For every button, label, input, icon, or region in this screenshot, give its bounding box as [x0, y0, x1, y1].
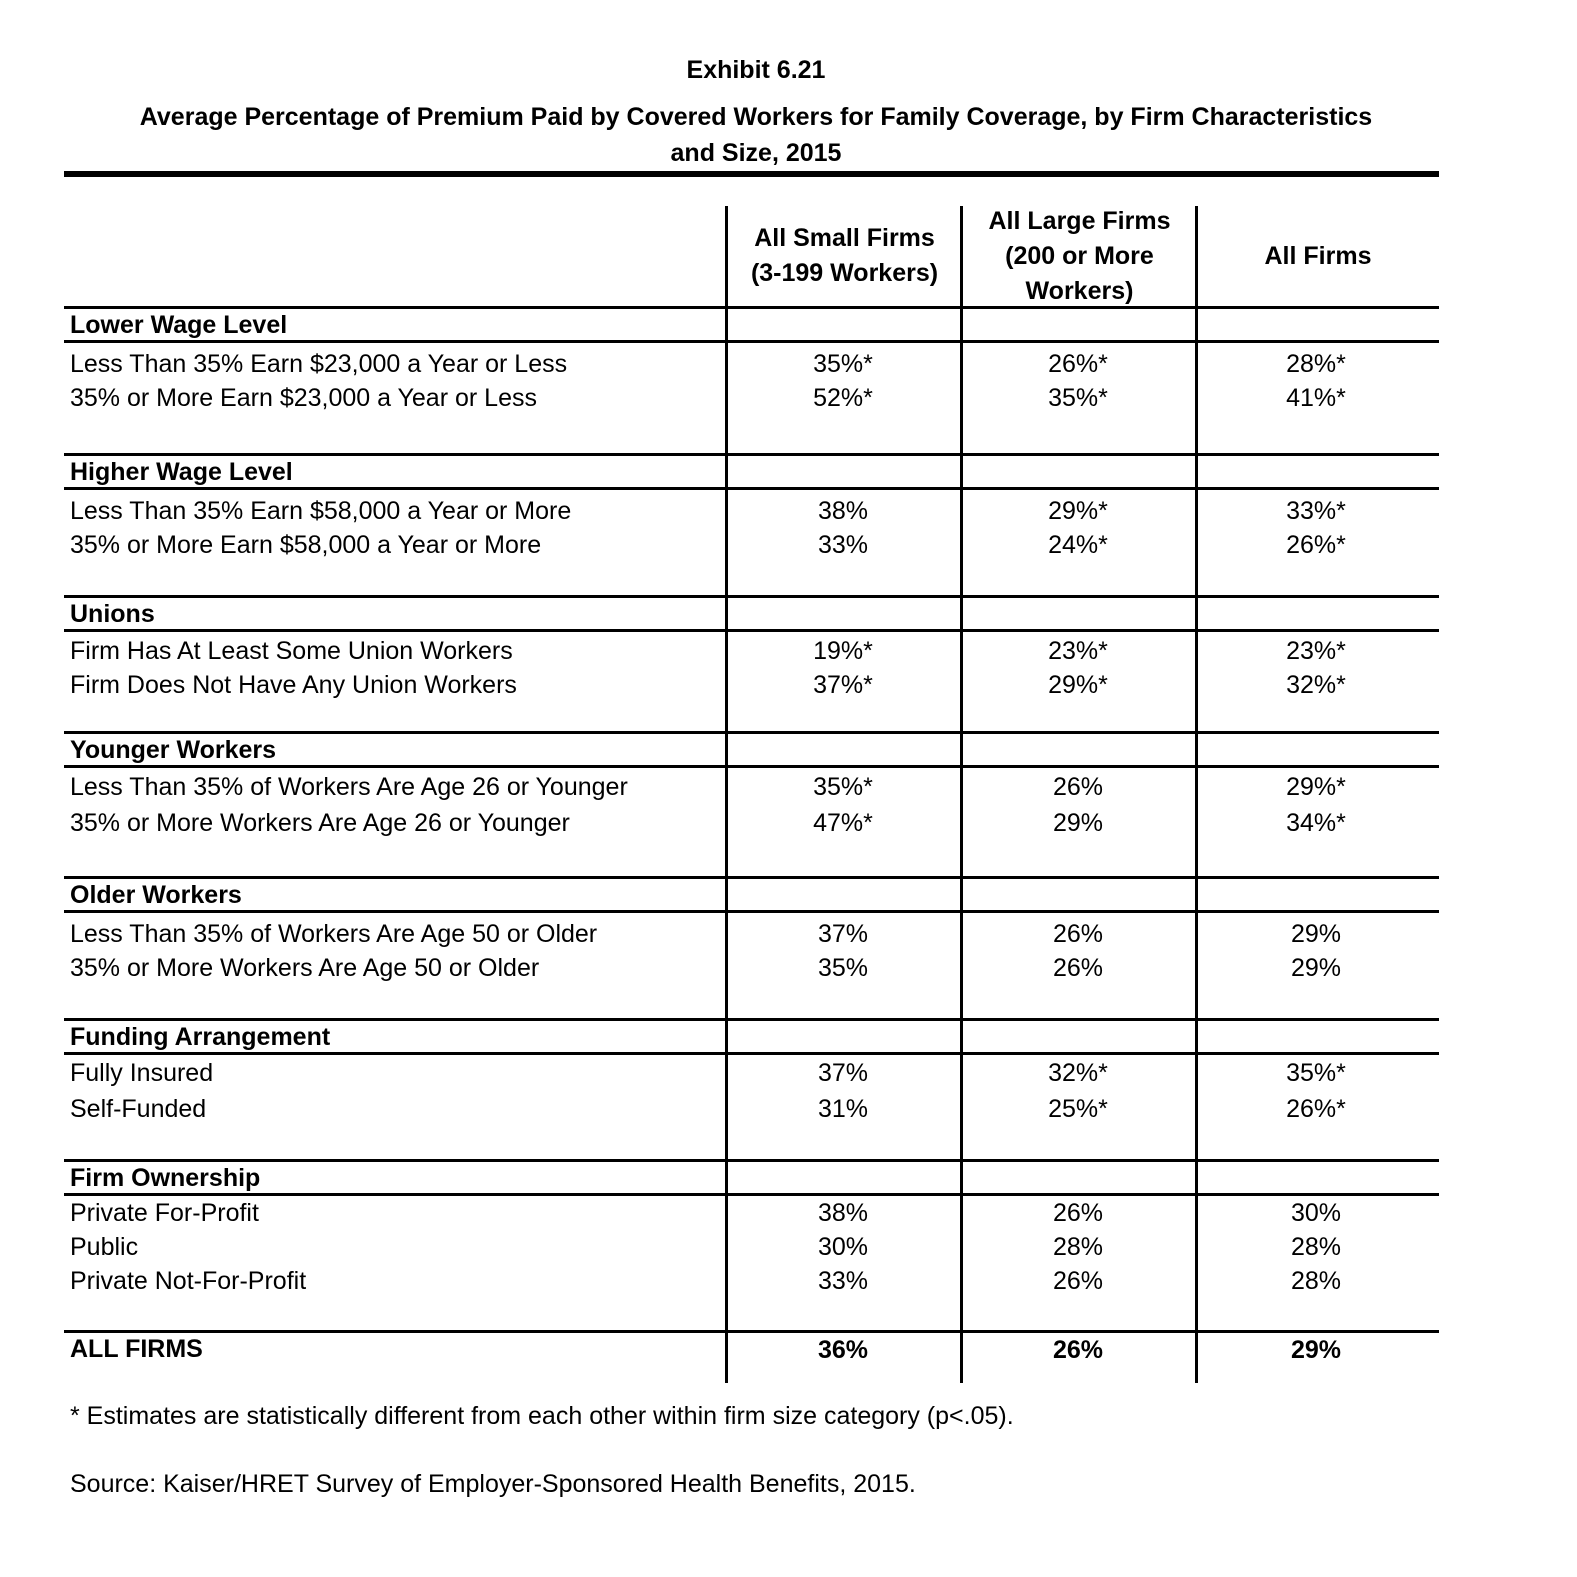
row-label: Less Than 35% Earn $23,000 a Year or Less — [70, 350, 568, 378]
column-header-large-line-1: All Large Firms — [988, 206, 1171, 235]
section-title-rule — [64, 629, 1439, 632]
cell-small-firms: 52%* — [813, 384, 873, 412]
cell-all-firms: 26%* — [1286, 531, 1346, 559]
cell-large-firms: 29%* — [1048, 497, 1108, 525]
row-label: Less Than 35% Earn $58,000 a Year or More — [70, 497, 572, 525]
cell-large-firms: 26% — [1052, 1267, 1104, 1295]
row-label: Self-Funded — [70, 1095, 207, 1123]
cell-small-firms: 31% — [817, 1095, 869, 1123]
cell-all-firms: 26%* — [1286, 1095, 1346, 1123]
cell-all-firms: 32%* — [1286, 671, 1346, 699]
column-header-small-line-1: All Small Firms — [754, 224, 935, 252]
cell-large-firms: 26% — [1052, 954, 1104, 982]
column-header-all-label: All Firms — [1264, 241, 1372, 270]
row-label: 35% or More Earn $23,000 a Year or Less — [70, 384, 537, 412]
cell-small-firms: 38% — [817, 1199, 869, 1227]
cell-all-firms: 23%* — [1286, 637, 1346, 665]
row-label: Less Than 35% of Workers Are Age 26 or Younger — [70, 773, 628, 801]
section-top-rule — [64, 1159, 1439, 1162]
section-title-rule — [64, 910, 1439, 913]
section-title: Older Workers — [70, 881, 242, 909]
cell-small-firms: 35% — [817, 954, 869, 982]
row-label: 35% or More Workers Are Age 26 or Younger — [70, 809, 570, 837]
cell-small-firms: 30% — [817, 1233, 869, 1261]
column-header-large-firms — [962, 206, 1197, 306]
cell-large-firms: 26% — [1052, 773, 1104, 801]
column-divider — [1195, 206, 1198, 1383]
cell-small-firms: 19%* — [813, 637, 873, 665]
row-label: Private Not-For-Profit — [70, 1267, 307, 1295]
section-title: Lower Wage Level — [70, 311, 288, 339]
cell-all-firms: 28%* — [1286, 350, 1346, 378]
footnote: * Estimates are statistically different from each other within firm size category (p<.05). — [70, 1402, 1014, 1430]
cell-large-firms: 26% — [1052, 1199, 1104, 1227]
total-row-label: ALL FIRMS — [70, 1335, 203, 1363]
row-label: Firm Does Not Have Any Union Workers — [70, 671, 517, 699]
cell-small-firms: 37% — [817, 1059, 869, 1087]
column-divider — [725, 206, 728, 1383]
row-label: Fully Insured — [70, 1059, 214, 1087]
cell-all-firms: 28% — [1290, 1233, 1342, 1261]
column-header-large-line-2: (200 or More — [1005, 241, 1154, 270]
column-header-small-line-2: (3-199 Workers) — [750, 259, 939, 287]
cell-small-firms: 33% — [817, 1267, 869, 1295]
cell-all-firms: 28% — [1290, 1267, 1342, 1295]
table-title — [60, 99, 1452, 171]
table-title-line-1: Average Percentage of Premium Paid by Covered Workers for Family Coverage, by Firm Characteristics — [139, 103, 1373, 131]
cell-large-firms: 23%* — [1048, 637, 1108, 665]
row-label: Firm Has At Least Some Union Workers — [70, 637, 513, 665]
cell-small-firms: 35%* — [813, 773, 873, 801]
cell-large-firms: 25%* — [1048, 1095, 1108, 1123]
cell-all-firms: 35%* — [1286, 1059, 1346, 1087]
source-note: Source: Kaiser/HRET Survey of Employer-Sponsored Health Benefits, 2015. — [70, 1470, 916, 1498]
cell-small-firms: 35%* — [813, 350, 873, 378]
section-title: Funding Arrangement — [70, 1023, 331, 1051]
section-title: Unions — [70, 600, 155, 628]
row-label: Public — [70, 1233, 139, 1261]
cell-all-firms: 29% — [1290, 920, 1342, 948]
section-top-rule — [64, 876, 1439, 879]
cell-small-firms: 38% — [817, 497, 869, 525]
cell-large-firms: 29%* — [1048, 671, 1108, 699]
row-label: Less Than 35% of Workers Are Age 50 or Older — [70, 920, 598, 948]
exhibit-number: Exhibit 6.21 — [686, 56, 826, 84]
cell-large-firms: 29% — [1052, 809, 1104, 837]
cell-large-firms: 35%* — [1048, 384, 1108, 412]
section-top-rule — [64, 595, 1439, 598]
title-rule — [64, 171, 1439, 177]
cell-large-firms: 28% — [1052, 1233, 1104, 1261]
column-header-large-line-3: Workers) — [1025, 276, 1134, 305]
cell-small-firms: 37% — [817, 920, 869, 948]
cell-small-firms: 33% — [817, 531, 869, 559]
cell-all-firms: 29%* — [1286, 773, 1346, 801]
cell-all-firms: 30% — [1290, 1199, 1342, 1227]
total-cell-small-firms: 36% — [817, 1336, 869, 1364]
section-title: Higher Wage Level — [70, 458, 293, 486]
cell-large-firms: 32%* — [1048, 1059, 1108, 1087]
column-header-small-firms — [727, 206, 962, 306]
cell-large-firms: 26%* — [1048, 350, 1108, 378]
row-label: 35% or More Workers Are Age 50 or Older — [70, 954, 540, 982]
cell-small-firms: 47%* — [813, 809, 873, 837]
row-label: 35% or More Earn $58,000 a Year or More — [70, 531, 542, 559]
cell-all-firms: 34%* — [1286, 809, 1346, 837]
column-divider — [960, 206, 963, 1383]
row-label: Private For-Profit — [70, 1199, 259, 1227]
cell-large-firms: 24%* — [1048, 531, 1108, 559]
section-title: Younger Workers — [70, 736, 277, 764]
total-cell-all-firms: 29% — [1290, 1336, 1342, 1364]
section-title: Firm Ownership — [70, 1164, 261, 1192]
cell-all-firms: 33%* — [1286, 497, 1346, 525]
cell-all-firms: 29% — [1290, 954, 1342, 982]
column-header-all-firms — [1197, 206, 1439, 306]
table-title-line-2: and Size, 2015 — [670, 139, 842, 167]
cell-all-firms: 41%* — [1286, 384, 1346, 412]
cell-large-firms: 26% — [1052, 920, 1104, 948]
cell-small-firms: 37%* — [813, 671, 873, 699]
total-cell-large-firms: 26% — [1052, 1336, 1104, 1364]
